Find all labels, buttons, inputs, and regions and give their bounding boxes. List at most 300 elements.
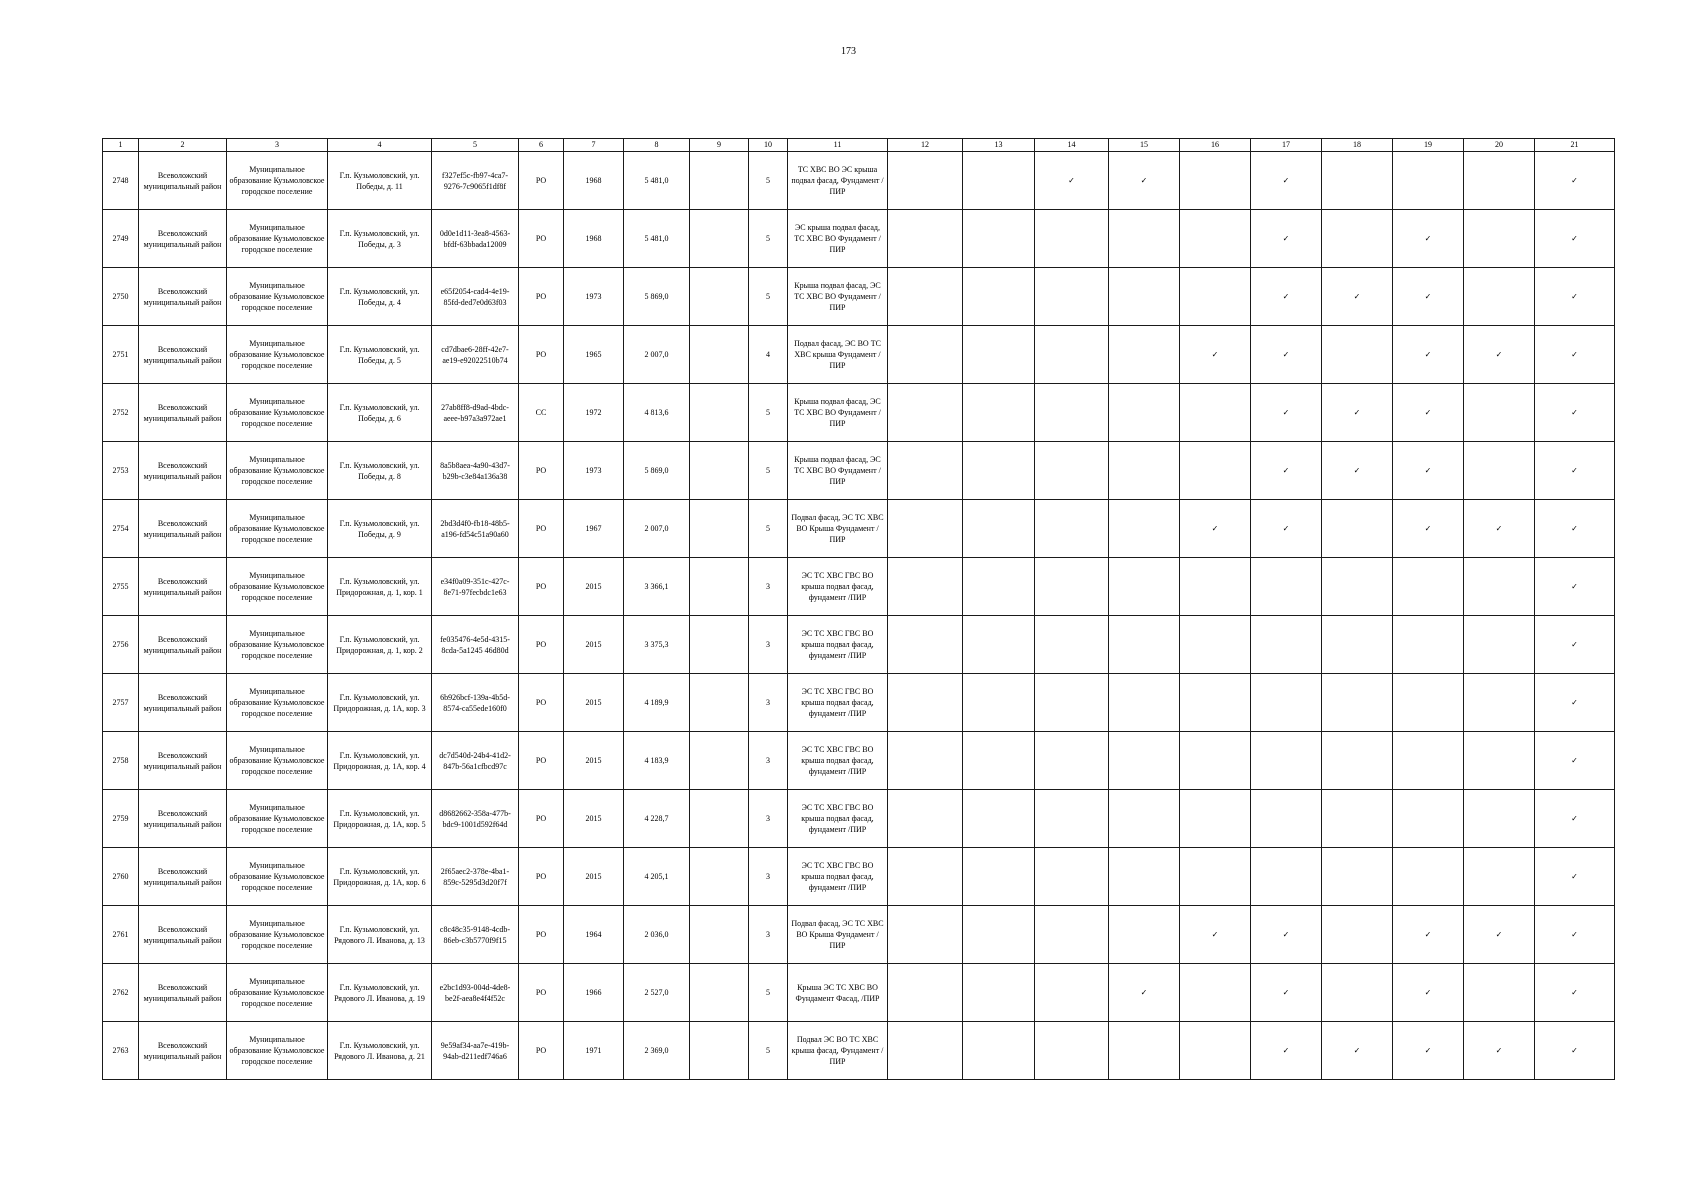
table-cell: Г.п. Кузьмоловский, ул. Победы, д. 8 — [328, 442, 432, 500]
table-cell — [690, 442, 749, 500]
empty-cell — [1322, 732, 1393, 790]
empty-cell — [1035, 964, 1109, 1022]
checkmark-cell: ✓ — [1393, 326, 1464, 384]
empty-cell — [1393, 732, 1464, 790]
table-cell: РО — [519, 442, 564, 500]
empty-cell — [963, 616, 1035, 674]
table-cell: 2 007,0 — [624, 326, 690, 384]
table-cell: Г.п. Кузьмоловский, ул. Победы, д. 11 — [328, 152, 432, 210]
empty-cell — [1322, 848, 1393, 906]
empty-cell — [888, 500, 963, 558]
empty-cell — [1035, 848, 1109, 906]
empty-cell — [1322, 906, 1393, 964]
table-cell: 3 375,3 — [624, 616, 690, 674]
table-cell — [690, 1022, 749, 1080]
table-cell: 5 — [749, 964, 788, 1022]
table-cell: РО — [519, 152, 564, 210]
empty-cell — [1393, 152, 1464, 210]
empty-cell — [963, 384, 1035, 442]
table-cell — [690, 964, 749, 1022]
column-number: 11 — [788, 139, 888, 152]
table-cell: РО — [519, 732, 564, 790]
empty-cell — [1109, 906, 1180, 964]
table-cell: Г.п. Кузьмоловский, ул. Рядового Л. Иванова, д. 13 — [328, 906, 432, 964]
empty-cell — [1035, 500, 1109, 558]
table-cell: 1972 — [564, 384, 624, 442]
empty-cell — [1109, 616, 1180, 674]
empty-cell — [1180, 1022, 1251, 1080]
table-cell: 2758 — [103, 732, 139, 790]
table-cell: Подвал фасад, ЭС ВО ТС ХВС крыша Фундамент /ПИР — [788, 326, 888, 384]
table-cell: 2757 — [103, 674, 139, 732]
table-cell — [690, 384, 749, 442]
table-cell: 3 — [749, 790, 788, 848]
checkmark-cell: ✓ — [1322, 384, 1393, 442]
table-cell: 2751 — [103, 326, 139, 384]
table-cell: 6b926bcf-139a-4b5d-8574-ca55ede160f0 — [432, 674, 519, 732]
registry-table — [102, 138, 1615, 1080]
empty-cell — [1251, 674, 1322, 732]
table-cell: Муниципальное образование Кузьмоловское городское поселение — [227, 732, 328, 790]
table-cell: 1966 — [564, 964, 624, 1022]
empty-cell — [888, 674, 963, 732]
table-cell: 1968 — [564, 152, 624, 210]
checkmark-cell: ✓ — [1393, 906, 1464, 964]
empty-cell — [1322, 964, 1393, 1022]
table-cell: Всеволожский муниципальный район — [139, 384, 227, 442]
checkmark-cell: ✓ — [1535, 906, 1615, 964]
empty-cell — [1251, 732, 1322, 790]
empty-cell — [963, 964, 1035, 1022]
column-number: 4 — [328, 139, 432, 152]
empty-cell — [1109, 442, 1180, 500]
empty-cell — [1322, 152, 1393, 210]
empty-cell — [1393, 848, 1464, 906]
column-number-row — [103, 139, 1615, 152]
table-cell: 2015 — [564, 848, 624, 906]
table-cell: РО — [519, 616, 564, 674]
empty-cell — [1180, 152, 1251, 210]
table-cell: 2761 — [103, 906, 139, 964]
table-cell: Муниципальное образование Кузьмоловское городское поселение — [227, 326, 328, 384]
table-cell: Крыша подвал фасад, ЭС ТС ХВС ВО Фундамент /ПИР — [788, 442, 888, 500]
column-number: 12 — [888, 139, 963, 152]
table-cell: Муниципальное образование Кузьмоловское городское поселение — [227, 848, 328, 906]
empty-cell — [1464, 674, 1535, 732]
checkmark-cell: ✓ — [1180, 326, 1251, 384]
column-number: 18 — [1322, 139, 1393, 152]
checkmark-cell: ✓ — [1535, 674, 1615, 732]
empty-cell — [888, 210, 963, 268]
table-cell: РО — [519, 268, 564, 326]
empty-cell — [1180, 384, 1251, 442]
table-cell: 3 — [749, 558, 788, 616]
table-row — [103, 326, 1615, 384]
table-cell: 2015 — [564, 674, 624, 732]
table-cell: Г.п. Кузьмоловский, ул. Придорожная, д. 1А, кор. 4 — [328, 732, 432, 790]
table-cell: Муниципальное образование Кузьмоловское городское поселение — [227, 964, 328, 1022]
checkmark-cell: ✓ — [1109, 152, 1180, 210]
column-number: 13 — [963, 139, 1035, 152]
table-cell: 2755 — [103, 558, 139, 616]
table-cell: fe035476-4e5d-4315-8cda-5a1245 46d80d — [432, 616, 519, 674]
empty-cell — [1464, 616, 1535, 674]
table-row — [103, 384, 1615, 442]
table-cell: 5 — [749, 268, 788, 326]
table-cell: 5 — [749, 152, 788, 210]
table-cell: ЭС ТС ХВС ГВС ВО крыша подвал фасад, фундамент /ПИР — [788, 558, 888, 616]
checkmark-cell: ✓ — [1251, 326, 1322, 384]
table-cell: c8c48c35-9148-4cdb-86eb-c3b5770f9f15 — [432, 906, 519, 964]
table-cell: РО — [519, 558, 564, 616]
table-cell: 2015 — [564, 558, 624, 616]
table-cell: e2bc1d93-004d-4de8-be2f-aea8e4f4f52c — [432, 964, 519, 1022]
checkmark-cell: ✓ — [1251, 906, 1322, 964]
table-cell: ЭС ТС ХВС ГВС ВО крыша подвал фасад, фундамент /ПИР — [788, 674, 888, 732]
empty-cell — [1035, 906, 1109, 964]
column-number: 21 — [1535, 139, 1615, 152]
table-cell: 4 205,1 — [624, 848, 690, 906]
table-cell: Г.п. Кузьмоловский, ул. Рядового Л. Иванова, д. 19 — [328, 964, 432, 1022]
empty-cell — [1393, 674, 1464, 732]
table-cell: Муниципальное образование Кузьмоловское городское поселение — [227, 442, 328, 500]
empty-cell — [1322, 326, 1393, 384]
table-cell — [690, 500, 749, 558]
empty-cell — [963, 500, 1035, 558]
table-cell: Г.п. Кузьмоловский, ул. Рядового Л. Иванова, д. 21 — [328, 1022, 432, 1080]
table-cell: Г.п. Кузьмоловский, ул. Победы, д. 6 — [328, 384, 432, 442]
empty-cell — [1180, 732, 1251, 790]
empty-cell — [1109, 326, 1180, 384]
checkmark-cell: ✓ — [1251, 500, 1322, 558]
table-cell: 2bd3d4f0-fb18-48b5-a196-fd54c51a90a60 — [432, 500, 519, 558]
empty-cell — [1109, 268, 1180, 326]
checkmark-cell: ✓ — [1464, 500, 1535, 558]
column-number: 8 — [624, 139, 690, 152]
checkmark-cell: ✓ — [1535, 732, 1615, 790]
table-cell: 2756 — [103, 616, 139, 674]
checkmark-cell: ✓ — [1393, 384, 1464, 442]
table-cell: Муниципальное образование Кузьмоловское городское поселение — [227, 268, 328, 326]
empty-cell — [963, 210, 1035, 268]
empty-cell — [1322, 790, 1393, 848]
table-cell — [690, 674, 749, 732]
empty-cell — [888, 152, 963, 210]
empty-cell — [963, 906, 1035, 964]
table-cell: Всеволожский муниципальный район — [139, 558, 227, 616]
table-cell: Муниципальное образование Кузьмоловское городское поселение — [227, 384, 328, 442]
table-row — [103, 964, 1615, 1022]
checkmark-cell: ✓ — [1393, 268, 1464, 326]
table-cell: РО — [519, 848, 564, 906]
empty-cell — [1322, 616, 1393, 674]
empty-cell — [1251, 616, 1322, 674]
table-cell — [690, 268, 749, 326]
table-cell: d8682662-358a-477b-bdc9-1001d592f64d — [432, 790, 519, 848]
empty-cell — [1464, 210, 1535, 268]
empty-cell — [1322, 558, 1393, 616]
table-cell: Всеволожский муниципальный район — [139, 210, 227, 268]
checkmark-cell: ✓ — [1464, 906, 1535, 964]
table-cell: РО — [519, 964, 564, 1022]
table-cell: 2762 — [103, 964, 139, 1022]
table-cell: 2f65aec2-378e-4ba1-859c-5295d3d20f7f — [432, 848, 519, 906]
table-cell: 5 869,0 — [624, 268, 690, 326]
column-number: 2 — [139, 139, 227, 152]
table-row — [103, 1022, 1615, 1080]
table-cell: e34f0a09-351c-427c-8e71-97fecbdc1e63 — [432, 558, 519, 616]
empty-cell — [1035, 1022, 1109, 1080]
table-cell: Подвал фасад, ЭС ТС ХВС ВО Крыша Фундамент /ПИР — [788, 906, 888, 964]
table-cell: Всеволожский муниципальный район — [139, 326, 227, 384]
table-cell: 2 036,0 — [624, 906, 690, 964]
table-cell — [690, 210, 749, 268]
table-row — [103, 790, 1615, 848]
checkmark-cell: ✓ — [1535, 848, 1615, 906]
empty-cell — [1109, 558, 1180, 616]
empty-cell — [888, 906, 963, 964]
table-cell: ЭС ТС ХВС ГВС ВО крыша подвал фасад, фундамент /ПИР — [788, 790, 888, 848]
table-cell: 4 183,9 — [624, 732, 690, 790]
checkmark-cell: ✓ — [1393, 964, 1464, 1022]
table-cell: 2 369,0 — [624, 1022, 690, 1080]
table-cell: Подвал фасад, ЭС ТС ХВС ВО Крыша Фундамент /ПИР — [788, 500, 888, 558]
empty-cell — [1464, 558, 1535, 616]
table-cell: РО — [519, 674, 564, 732]
table-cell: 3 — [749, 616, 788, 674]
empty-cell — [1322, 674, 1393, 732]
column-number: 19 — [1393, 139, 1464, 152]
table-cell: 4 813,6 — [624, 384, 690, 442]
empty-cell — [1035, 558, 1109, 616]
table-cell: Г.п. Кузьмоловский, ул. Придорожная, д. 1А, кор. 5 — [328, 790, 432, 848]
table-cell: 2760 — [103, 848, 139, 906]
table-row — [103, 674, 1615, 732]
column-number: 7 — [564, 139, 624, 152]
column-number: 17 — [1251, 139, 1322, 152]
empty-cell — [1464, 790, 1535, 848]
empty-cell — [1464, 732, 1535, 790]
table-cell: 2750 — [103, 268, 139, 326]
checkmark-cell: ✓ — [1535, 1022, 1615, 1080]
column-number: 10 — [749, 139, 788, 152]
table-cell: Всеволожский муниципальный район — [139, 964, 227, 1022]
table-cell: cd7dbae6-28ff-42e7-ae19-e92022510b74 — [432, 326, 519, 384]
empty-cell — [1251, 848, 1322, 906]
empty-cell — [1464, 848, 1535, 906]
table-cell: Всеволожский муниципальный район — [139, 500, 227, 558]
table-cell: РО — [519, 210, 564, 268]
table-cell: 2749 — [103, 210, 139, 268]
column-number: 15 — [1109, 139, 1180, 152]
table-body — [103, 152, 1615, 1080]
empty-cell — [1251, 558, 1322, 616]
table-cell: 5 869,0 — [624, 442, 690, 500]
checkmark-cell: ✓ — [1535, 790, 1615, 848]
table-cell: Муниципальное образование Кузьмоловское городское поселение — [227, 674, 328, 732]
table-cell: 1964 — [564, 906, 624, 964]
table-cell: ЭС ТС ХВС ГВС ВО крыша подвал фасад, фундамент /ПИР — [788, 732, 888, 790]
empty-cell — [888, 964, 963, 1022]
empty-cell — [1109, 790, 1180, 848]
empty-cell — [963, 790, 1035, 848]
table-cell: 0d0e1d11-3ea8-4563-bfdf-63bbada12009 — [432, 210, 519, 268]
table-cell: 4 228,7 — [624, 790, 690, 848]
checkmark-cell: ✓ — [1322, 268, 1393, 326]
checkmark-cell: ✓ — [1109, 964, 1180, 1022]
checkmark-cell: ✓ — [1180, 906, 1251, 964]
table-cell: Всеволожский муниципальный район — [139, 732, 227, 790]
table-cell: 2753 — [103, 442, 139, 500]
checkmark-cell: ✓ — [1535, 616, 1615, 674]
checkmark-cell: ✓ — [1393, 500, 1464, 558]
table-cell: Всеволожский муниципальный район — [139, 1022, 227, 1080]
table-cell: 5 481,0 — [624, 210, 690, 268]
table-cell: Всеволожский муниципальный район — [139, 616, 227, 674]
empty-cell — [1464, 964, 1535, 1022]
column-number: 16 — [1180, 139, 1251, 152]
column-number: 1 — [103, 139, 139, 152]
empty-cell — [888, 616, 963, 674]
table-cell — [690, 558, 749, 616]
table-cell: РО — [519, 906, 564, 964]
empty-cell — [1393, 616, 1464, 674]
table-cell: Г.п. Кузьмоловский, ул. Победы, д. 3 — [328, 210, 432, 268]
table-cell: 4 — [749, 326, 788, 384]
checkmark-cell: ✓ — [1535, 384, 1615, 442]
empty-cell — [963, 326, 1035, 384]
table-cell: 5 — [749, 442, 788, 500]
table-cell: 5 481,0 — [624, 152, 690, 210]
table-cell: Муниципальное образование Кузьмоловское городское поселение — [227, 790, 328, 848]
table-cell: 2763 — [103, 1022, 139, 1080]
checkmark-cell: ✓ — [1322, 1022, 1393, 1080]
table-row — [103, 500, 1615, 558]
empty-cell — [963, 152, 1035, 210]
empty-cell — [963, 558, 1035, 616]
checkmark-cell: ✓ — [1535, 152, 1615, 210]
empty-cell — [963, 268, 1035, 326]
empty-cell — [1035, 268, 1109, 326]
table-cell: 3 — [749, 906, 788, 964]
table-cell: 1973 — [564, 268, 624, 326]
table-cell: Г.п. Кузьмоловский, ул. Придорожная, д. 1, кор. 2 — [328, 616, 432, 674]
table-cell: Всеволожский муниципальный район — [139, 906, 227, 964]
checkmark-cell: ✓ — [1251, 442, 1322, 500]
table-cell — [690, 152, 749, 210]
table-cell: 2759 — [103, 790, 139, 848]
empty-cell — [1035, 384, 1109, 442]
checkmark-cell: ✓ — [1535, 558, 1615, 616]
empty-cell — [1464, 268, 1535, 326]
table-cell: ТС ХВС ВО ЭС крыша подвал фасад, Фундамент /ПИР — [788, 152, 888, 210]
empty-cell — [1322, 500, 1393, 558]
table-cell: РО — [519, 500, 564, 558]
table-cell: Крыша подвал фасад, ЭС ТС ХВС ВО Фундамент /ПИР — [788, 384, 888, 442]
table-cell — [690, 848, 749, 906]
table-cell: 3 — [749, 732, 788, 790]
empty-cell — [1180, 790, 1251, 848]
checkmark-cell: ✓ — [1393, 442, 1464, 500]
table-cell: e65f2054-cad4-4e19-85fd-ded7e0d63f03 — [432, 268, 519, 326]
empty-cell — [888, 1022, 963, 1080]
empty-cell — [1180, 616, 1251, 674]
table-cell: Г.п. Кузьмоловский, ул. Победы, д. 9 — [328, 500, 432, 558]
checkmark-cell: ✓ — [1535, 500, 1615, 558]
table-cell: Всеволожский муниципальный район — [139, 442, 227, 500]
empty-cell — [1180, 848, 1251, 906]
table-cell: Муниципальное образование Кузьмоловское городское поселение — [227, 616, 328, 674]
table-cell: 9e59af34-aa7e-419b-94ab-d211edf746a6 — [432, 1022, 519, 1080]
page-number: 173 — [841, 46, 856, 57]
empty-cell — [1180, 674, 1251, 732]
empty-cell — [1464, 152, 1535, 210]
empty-cell — [963, 442, 1035, 500]
table-cell: Муниципальное образование Кузьмоловское городское поселение — [227, 152, 328, 210]
table-cell: 1968 — [564, 210, 624, 268]
table-cell: Всеволожский муниципальный район — [139, 268, 227, 326]
table-cell: Всеволожский муниципальный район — [139, 674, 227, 732]
table-cell: 2748 — [103, 152, 139, 210]
table-row — [103, 210, 1615, 268]
empty-cell — [1109, 674, 1180, 732]
table-cell: Подвал ЭС ВО ТС ХВС крыша фасад, Фундамент /ПИР — [788, 1022, 888, 1080]
table-cell: РО — [519, 790, 564, 848]
column-number: 6 — [519, 139, 564, 152]
empty-cell — [1035, 326, 1109, 384]
checkmark-cell: ✓ — [1251, 384, 1322, 442]
table-cell: 3 366,1 — [624, 558, 690, 616]
table-cell: Крыша подвал фасад, ЭС ТС ХВС ВО Фундамент /ПИР — [788, 268, 888, 326]
checkmark-cell: ✓ — [1035, 152, 1109, 210]
table-cell: 1971 — [564, 1022, 624, 1080]
table-cell — [690, 616, 749, 674]
table-cell: 2 527,0 — [624, 964, 690, 1022]
table-cell: Крыша ЭС ТС ХВС ВО Фундамент Фасад, /ПИР — [788, 964, 888, 1022]
table-cell: 5 — [749, 1022, 788, 1080]
empty-cell — [1109, 500, 1180, 558]
empty-cell — [1180, 268, 1251, 326]
table-cell: 2015 — [564, 732, 624, 790]
table-row — [103, 616, 1615, 674]
table-cell: Муниципальное образование Кузьмоловское городское поселение — [227, 558, 328, 616]
empty-cell — [888, 384, 963, 442]
table-cell: 1967 — [564, 500, 624, 558]
empty-cell — [1109, 848, 1180, 906]
table-row — [103, 152, 1615, 210]
checkmark-cell: ✓ — [1251, 268, 1322, 326]
checkmark-cell: ✓ — [1464, 326, 1535, 384]
table-cell: Всеволожский муниципальный район — [139, 152, 227, 210]
empty-cell — [888, 442, 963, 500]
checkmark-cell: ✓ — [1535, 442, 1615, 500]
table-cell: 4 189,9 — [624, 674, 690, 732]
empty-cell — [888, 326, 963, 384]
empty-cell — [1035, 210, 1109, 268]
empty-cell — [1180, 442, 1251, 500]
column-number: 5 — [432, 139, 519, 152]
table-cell: 5 — [749, 384, 788, 442]
table-row — [103, 268, 1615, 326]
table-cell: Муниципальное образование Кузьмоловское городское поселение — [227, 1022, 328, 1080]
table-cell: 5 — [749, 500, 788, 558]
empty-cell — [963, 674, 1035, 732]
checkmark-cell: ✓ — [1180, 500, 1251, 558]
table-cell: ЭС ТС ХВС ГВС ВО крыша подвал фасад, фундамент /ПИР — [788, 848, 888, 906]
table-row — [103, 732, 1615, 790]
table-cell: 2 007,0 — [624, 500, 690, 558]
empty-cell — [1180, 964, 1251, 1022]
